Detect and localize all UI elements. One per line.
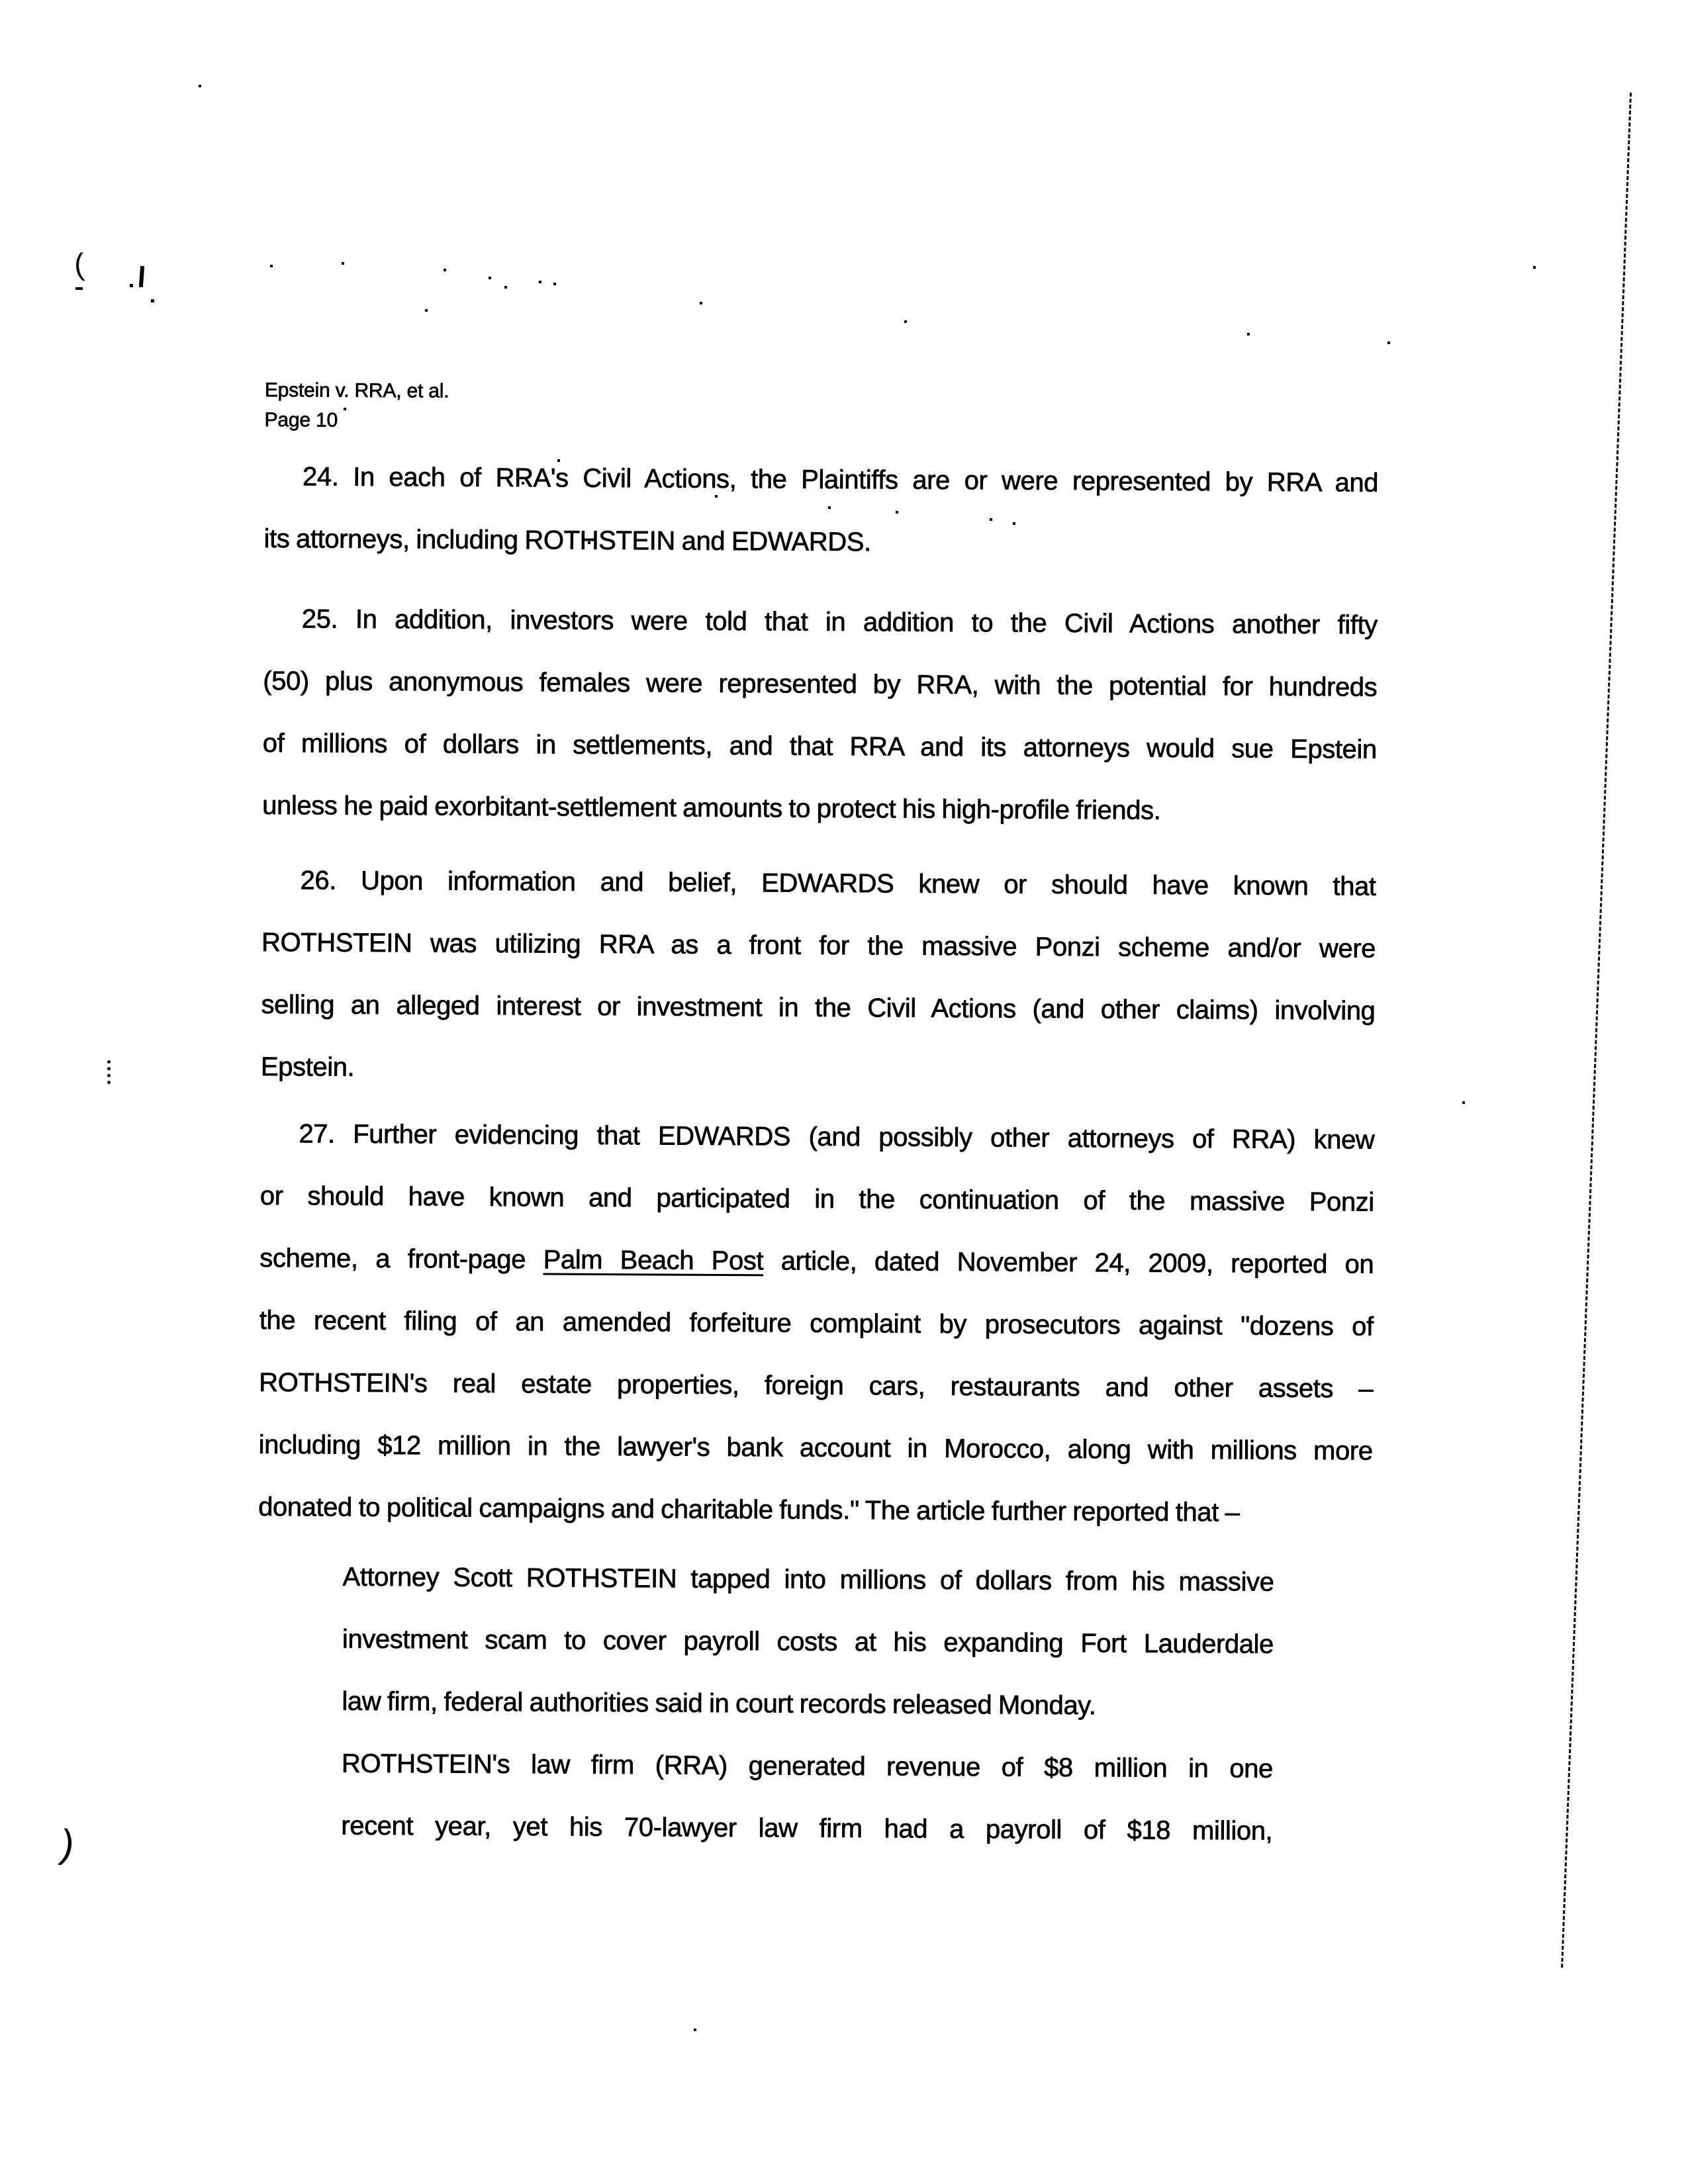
doc-line: investment scam to cover payroll costs at his expanding Fort Lauderdale [342,1624,1274,1659]
doc-line: 26. Upon information and belief, EDWARDS knew or should have known that [300,866,1376,901]
case-caption-line: Epstein v. RRA, et al. [264,379,449,402]
doc-line: of millions of dollars in settlements, and that RRA and its attorneys would sue Epstein [262,728,1377,764]
doc-line: ROTHSTEIN's real estate properties, foreign cars, restaurants and other assets – [259,1367,1374,1404]
doc-line: law firm, federal authorities said in court records released Monday. [342,1686,1096,1721]
document-body [256,375,1379,1863]
scan-noise-specks [270,265,273,267]
scan-mark-paren-open: ( [73,246,86,282]
case-caption [264,375,1378,441]
paragraph-24 [263,445,1378,576]
page-number: Page 10 [264,408,338,432]
doc-line: selling an alleged interest or investment in the Civil Actions (and other claims) involving [261,989,1376,1026]
scan-mark-bar [139,266,144,287]
doc-line [259,1227,1374,1296]
doc-line: including $12 million in the lawyer's bank account in Morocco, along with millions more [258,1430,1373,1466]
scan-edge-dashed-line [1561,93,1632,1968]
doc-line: Attorney Scott ROTHSTEIN tapped into millions of dollars from his massive [342,1562,1274,1597]
paragraph-27 [258,1103,1375,1545]
paragraph-26 [261,849,1376,1105]
doc-line: (50) plus anonymous females were represented by RRA, with the potential for hundreds [263,666,1378,702]
doc-line: or should have known and participated in the continuation of the massive Ponzi [259,1181,1374,1217]
doc-line: Epstein. [260,1052,355,1082]
doc-line: unless he paid exorbitant-settlement amounts to protect his high-profile friends. [262,790,1161,825]
doc-line-segment: scheme, a front-page [259,1243,543,1275]
block-quote-2 [341,1733,1273,1862]
doc-line: its attorneys, including ROTHSTEIN and EDWARDS. [263,523,871,557]
doc-line: recent year, yet his 70-lawyer law firm had a payroll of $18 million, [341,1811,1273,1846]
scan-mark-dash [75,287,83,290]
doc-line: 27. Further evidencing that EDWARDS (and possibly other attorneys of RRA) knew [299,1119,1375,1155]
doc-line-segment: article, dated November 24, 2009, reported on [763,1246,1374,1279]
scan-mark-dot [130,284,133,287]
scan-mark-dot [151,299,154,302]
doc-line: 24. In each of RRA's Civil Actions, the Plaintiffs are or were represented by RRA and [302,462,1379,498]
doc-line: donated to political campaigns and charitable funds." The article further reported that – [258,1492,1240,1527]
doc-line: ROTHSTEIN's law firm (RRA) generated revenue of $8 million in one [341,1749,1274,1784]
doc-line: ROTHSTEIN was utilizing RRA as a front for the massive Ponzi scheme and/or were [261,927,1376,964]
paragraph-25 [262,588,1378,843]
newspaper-name-underlined: Palm Beach Post [543,1245,764,1276]
doc-line: the recent filing of an amended forfeiture complaint by prosecutors against "dozens of [259,1305,1374,1342]
scan-mark-paren-close: ) [57,1821,78,1868]
scan-mark-dotted-tick [107,1060,111,1084]
doc-line: 25. In addition, investors were told that in addition to the Civil Actions another fifty [301,604,1378,640]
block-quote-1 [342,1546,1274,1738]
